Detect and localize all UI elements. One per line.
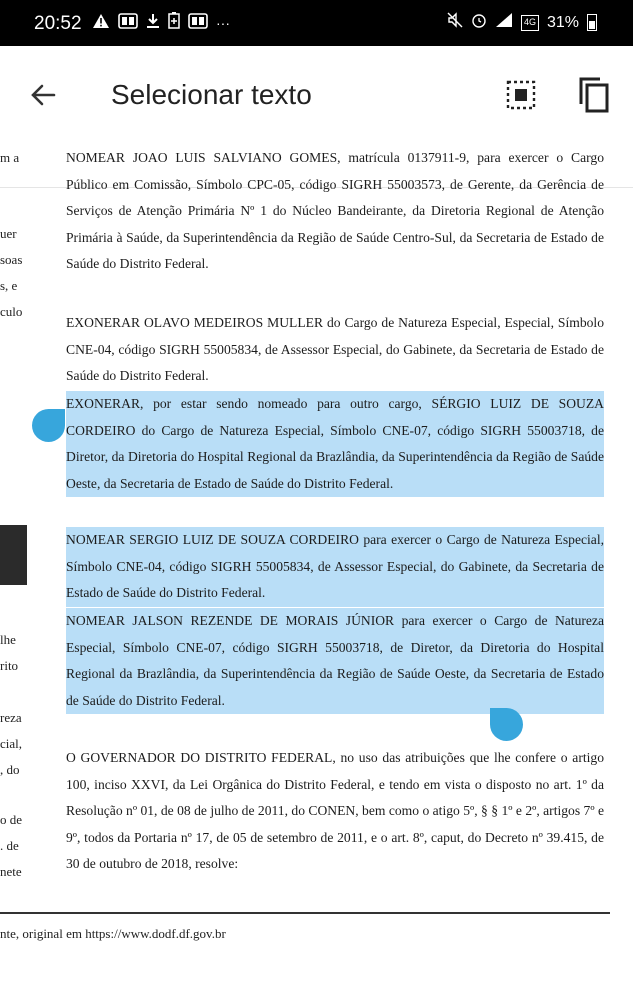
app-bar: [0, 46, 633, 146]
battery-icon: [587, 14, 597, 31]
text-fragment: cial,: [0, 736, 23, 751]
source-footer: nte, original em https://www.dodf.df.gov.br: [0, 926, 226, 941]
text-fragment: , do: [0, 762, 20, 777]
selected-paragraph[interactable]: NOMEAR SERGIO LUIZ DE SOUZA CORDEIRO para exercer o Cargo de Natureza Especial, Símbolo CNE-04, código SIGRH 55005834, de Assessor Especial, do Gabinete, da Secretaria de Estado de Saúde do Distrito Federal.: [66, 527, 604, 607]
image-fragment: [0, 525, 27, 585]
status-time: 20:52: [34, 13, 82, 34]
text-fragment: lhe: [0, 632, 16, 647]
download-icon: [146, 13, 160, 34]
signal-icon: [495, 12, 513, 33]
selection-start-handle[interactable]: [32, 409, 65, 442]
battery-saver-icon: [168, 12, 180, 34]
text-fragment: rito: [0, 658, 19, 673]
page-title: Selecionar texto: [111, 79, 312, 110]
select-all-icon[interactable]: [505, 79, 537, 111]
sim-icon: [188, 13, 208, 34]
back-arrow-icon[interactable]: [28, 80, 58, 110]
more-notifications-icon: ···: [216, 15, 230, 31]
text-fragment: reza: [0, 710, 22, 725]
paragraph[interactable]: O GOVERNADOR DO DISTRITO FEDERAL, no uso das atribuições que lhe confere o artigo 100, inciso XXVI, da Lei Orgânica do Distrito Federal, e tendo em vista o disposto no art. 1º da Resolução nº 01, de 08 de julho de 2011, do CONEN, bem como o atigo 5º, § § 1º e 2º, artigos 7º e 9º, todos da Portaria nº 17, de 05 de setembro de 2011, e o art. 8º, caput, do Decreto nº 39.415, de 30 de outubro de 2018, resolve:: [66, 750, 604, 871]
mute-icon: [447, 12, 463, 33]
sim-icon: [118, 13, 138, 34]
status-bar: [0, 0, 633, 46]
text-fragment: nete: [0, 864, 22, 879]
alarm-icon: [471, 12, 487, 33]
text-fragment: . de: [0, 838, 19, 853]
battery-percent: 31%: [546, 13, 579, 31]
selected-paragraph[interactable]: NOMEAR JALSON REZENDE DE MORAIS JÚNIOR para exercer o Cargo de Natureza Especial, Símbolo CNE-07, código SIGRH 55003718, de Diretor, da Diretoria do Hospital Regional da Brazlândia, da Superintendência da Região de Saúde Oeste, da Secretaria de Estado de Saúde do Distrito Federal.: [66, 608, 604, 714]
paragraph[interactable]: NOMEAR JOAO LUIS SALVIANO GOMES, matrícula 0137911-9, para exercer o Cargo Público em Comissão, Símbolo CPC-05, código SIGRH 55003573, de Gerente, da Gerência de Serviços de Atenção Primária Nº 1 do Núcleo Bandeirante, da Diretoria Regional de Atenção Primária à Saúde, da Superintendência da Região de Saúde Centro-Sul, da Secretaria de Estado de Saúde do Distrito Federal.: [66, 150, 604, 271]
selected-paragraph[interactable]: EXONERAR, por estar sendo nomeado para outro cargo, SÉRGIO LUIZ DE SOUZA CORDEIRO do Cargo de Natureza Especial, Símbolo CNE-07, código SIGRH 55003718, de Diretor, da Diretoria do Hospital Regional da Brazlândia, da Superintendência da Região de Saúde Oeste, da Secretaria de Estado de Saúde do Distrito Federal.: [66, 391, 604, 497]
notification-icons: [92, 12, 230, 34]
text-fragment: culo: [0, 304, 23, 319]
text-fragment: m a: [0, 150, 20, 165]
divider: [0, 912, 610, 914]
warning-icon: [92, 13, 110, 34]
text-fragment: uer: [0, 226, 17, 241]
system-icons: [447, 12, 597, 33]
copy-icon[interactable]: [577, 76, 611, 114]
selection-end-handle[interactable]: [490, 708, 523, 741]
text-fragment: o de: [0, 812, 23, 827]
text-fragment: soas: [0, 252, 23, 267]
paragraph[interactable]: EXONERAR OLAVO MEDEIROS MULLER do Cargo de Natureza Especial, Especial, Símbolo CNE-04, código SIGRH 55005834, de Assessor Especial, do Gabinete, da Secretaria de Estado de Saúde do Distrito Federal.: [66, 315, 604, 383]
signal-type-label: 4G: [521, 15, 539, 31]
text-fragment: s, e: [0, 278, 18, 293]
